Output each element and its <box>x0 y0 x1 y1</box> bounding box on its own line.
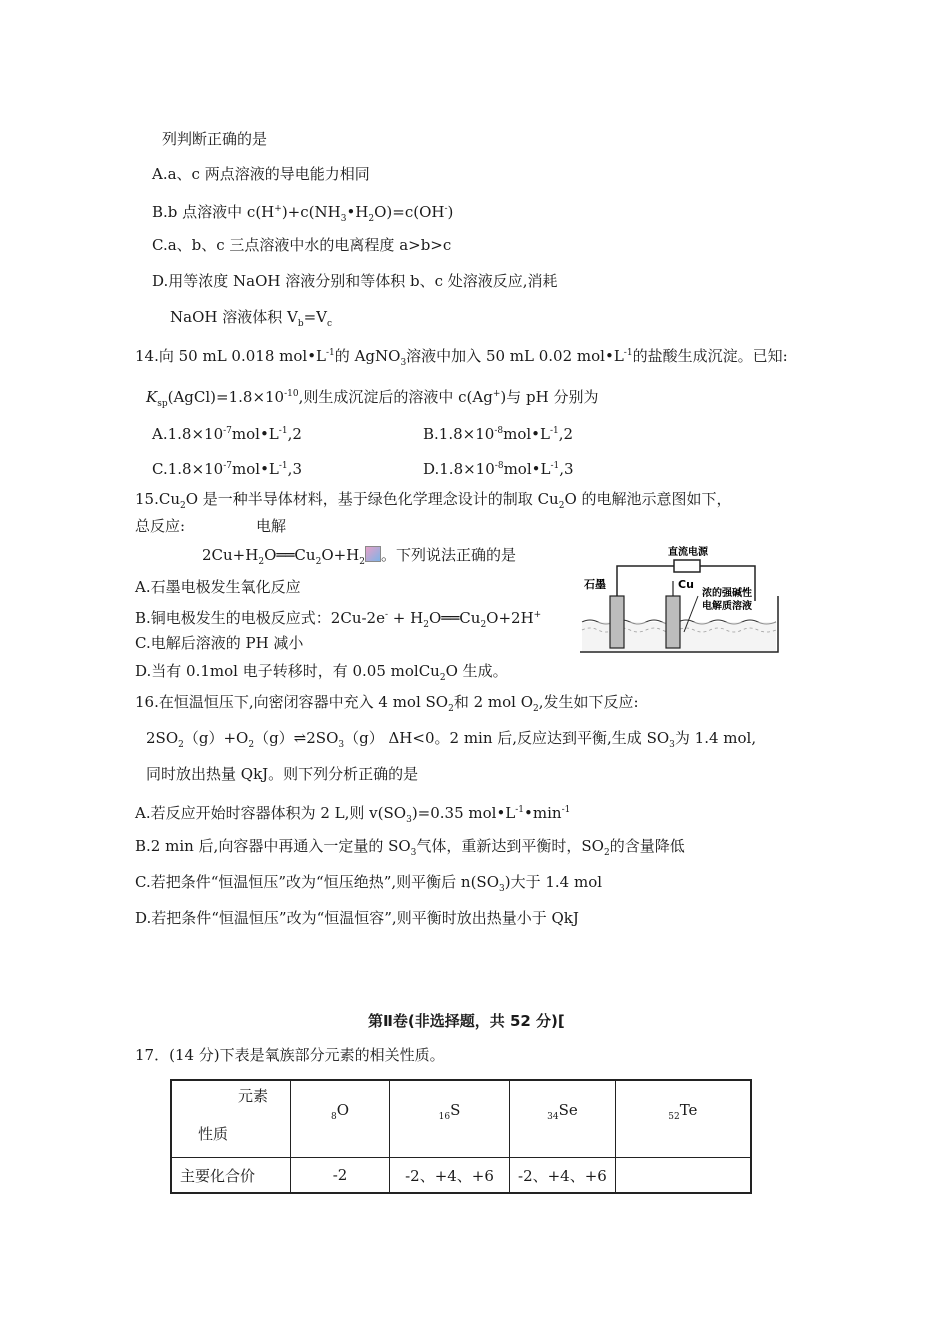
valence-sulfur: -2、+4、+6 <box>390 1158 510 1194</box>
q14-option-c: $C.1.8\times 10^{-7}mol•L^{-1},3$ <box>152 460 302 478</box>
q15-option-d: D.当有 0.1mol 电子转移时，有 0.05 molCu$_2$O 生成。 <box>135 662 508 683</box>
q15-option-c: C.电解后溶液的 PH 减小 <box>135 634 304 652</box>
q15-total-label: 总反应: <box>135 517 186 535</box>
q16-option-a: A.若反应开始时容器体积为 2 L,则 $v(SO_3)=0.35$ $mol•L^{-1}•\min^{-1}$ <box>135 804 571 825</box>
q15-electrolysis-label: 电解 <box>256 517 287 535</box>
power-source-label: 直流电源 <box>668 547 708 558</box>
q14-option-a: $A.1.8\times 10^{-7}mol•L^{-1},2$ <box>152 425 302 443</box>
q14-option-d: $D.1.8\times 10^{-8}mol•L^{-1},3$ <box>423 460 574 478</box>
solution-label-2: 电解质溶液 <box>702 601 752 612</box>
q13-option-c: C.a、b、c 三点溶液中水的电离程度 a>b>c <box>152 236 452 254</box>
q13-option-d: D.用等浓度 NaOH 溶液分别和等体积 b、c 处溶液反应,消耗 <box>152 272 558 290</box>
solution-label-1: 浓的强碱性 <box>702 588 752 599</box>
q15-stem: $15.Cu_2O$ 是一种半导体材料，基于绿色化学理念设计的制取 $Cu_2O$ 的电解池示意图如下， <box>135 490 732 511</box>
graphite-electrode <box>610 596 624 648</box>
element-sulfur: $_{16}$S <box>390 1080 510 1158</box>
valence-tellurium <box>615 1158 751 1194</box>
q15-option-b: B.铜电极发生的电极反应式：$2Cu-2e^- + H_2O══Cu_2O+2H^+$ <box>135 609 542 630</box>
q14-option-b: $B.1.8\times 10^{-8}mol•L^{-1},2$ <box>423 425 574 443</box>
broken-image-icon <box>365 546 381 562</box>
row-label-valence: 主要化合价 <box>171 1158 291 1194</box>
q16-stem: 16.在恒温恒压下,向密闭容器中充入 4 mol $SO_2$和 2 mol $O_2$,发生如下反应: <box>135 693 639 714</box>
q16-stem-3: 同时放出热量 QkJ。则下列分析正确的是 <box>146 765 419 783</box>
q15-option-a: A.石墨电极发生氧化反应 <box>135 578 301 596</box>
electrolysis-cell-svg <box>580 546 780 656</box>
q16-option-d: D.若把条件“恒温恒压”改为“恒温恒容”,则平衡时放出热量小于 QkJ <box>135 909 579 927</box>
properties-table <box>170 1079 752 1194</box>
q17-intro: 17．(14 分)下表是氧族部分元素的相关性质。 <box>135 1046 445 1064</box>
q14-stem: 14.向 50 mL 0.018 $mol•L^{-1}$的 AgNO$_3$溶液中加入 50 mL 0.02 $mol•L^{-1}$的盐酸生成沉淀。已知: <box>135 347 788 368</box>
valence-selenium: -2、+4、+6 <box>510 1158 616 1194</box>
graphite-label: 石墨 <box>584 578 606 591</box>
table-header-row <box>171 1080 751 1158</box>
header-property-label: 性质 <box>198 1125 229 1143</box>
element-selenium: $_{34}$Se <box>510 1080 616 1158</box>
electrolysis-cell-diagram <box>580 546 780 656</box>
table-row <box>171 1158 751 1194</box>
q13-continuation: 列判断正确的是 <box>162 130 268 148</box>
q14-stem-2: $K_{sp}(AgCl)=1.8\times 10^{-10}$,则生成沉淀后的溶液中 c(Ag+)与 pH 分别为 <box>146 388 599 409</box>
q16-reaction: $2SO_2(g)+O_2(g)\rightleftharpoons 2SO_3(g)$ ΔH<0。2 min 后,反应达到平衡,生成 $SO_3$为 1.4 mol, <box>146 729 757 750</box>
q13-option-d-cont: NaOH 溶液体积 $V_b=V_c$ <box>170 308 333 329</box>
element-tellurium: $_{52}$Te <box>615 1080 751 1158</box>
q15-equation: $2Cu+H_2O══Cu_2O+H_2$ 。下列说法正确的是 <box>202 546 517 567</box>
q13-option-b: B.b 点溶液中 $c(H^+)+c(NH_3•H_2O)=c(OH^-)$ <box>152 203 454 224</box>
copper-electrode <box>666 596 680 648</box>
header-element-label: 元素 <box>238 1087 269 1105</box>
power-source-box <box>674 560 700 572</box>
table-corner-cell <box>171 1080 291 1158</box>
q16-option-b: B.2 min 后,向容器中再通入一定量的 $SO_3$气体，重新达到平衡时，$SO_2$的含量降低 <box>135 837 685 858</box>
q13-option-a: A.a、c 两点溶液的导电能力相同 <box>152 165 370 183</box>
cu-label: Cu <box>678 578 694 591</box>
q16-option-c: C.若把条件“恒温恒压”改为“恒压绝热”,则平衡后 $n(SO_3)$大于 1.4 mol <box>135 873 603 894</box>
equilibrium-arrow-icon: ⇌ <box>293 729 307 747</box>
element-oxygen: $_8$O <box>291 1080 390 1158</box>
valence-oxygen: -2 <box>291 1158 390 1194</box>
section-title: 第Ⅱ卷(非选择题，共 52 分)[ <box>368 1012 565 1030</box>
